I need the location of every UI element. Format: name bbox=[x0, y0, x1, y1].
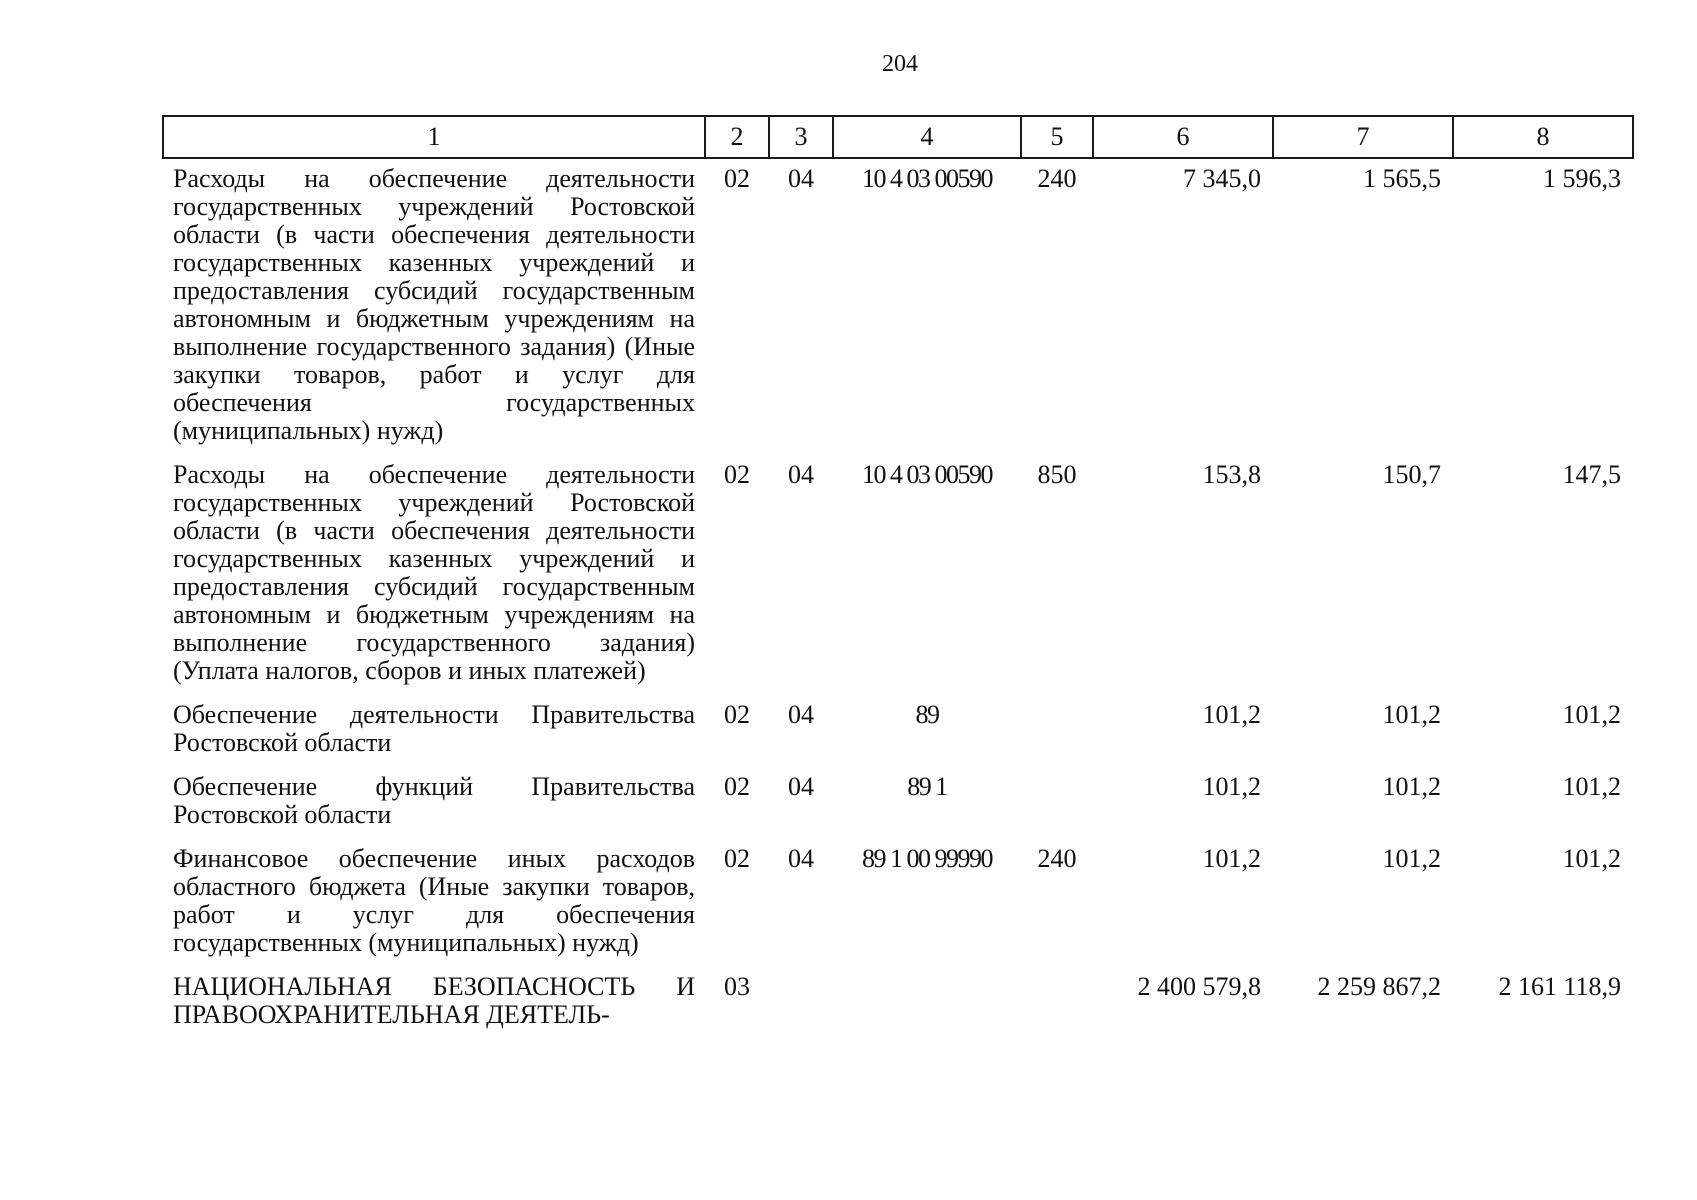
row-amount-col8: 147,5 bbox=[1562, 460, 1621, 489]
page-number: 204 bbox=[882, 51, 918, 77]
header-col-5: 5 bbox=[1021, 116, 1093, 158]
row-subsection: 04 bbox=[788, 700, 814, 729]
table-row bbox=[163, 158, 1633, 455]
row-amount-col8: 1 596,3 bbox=[1543, 164, 1621, 193]
row-amount-col7: 101,2 bbox=[1382, 700, 1441, 729]
row-expense-type: 850 bbox=[1037, 460, 1077, 489]
row-target-code: 10 4 03 00590 bbox=[862, 460, 992, 489]
row-amount-col6: 7 345,0 bbox=[1183, 164, 1261, 193]
header-col-1: 1 bbox=[163, 116, 705, 158]
header-col-4: 4 bbox=[833, 116, 1021, 158]
row-section: 03 bbox=[724, 972, 750, 1001]
row-expense-type: 240 bbox=[1037, 164, 1077, 193]
row-amount-col7: 150,7 bbox=[1382, 460, 1441, 489]
row-name: Обеспечение деятельности Правительства Ростовской области bbox=[173, 700, 695, 757]
header-col-7: 7 bbox=[1273, 116, 1453, 158]
row-amount-col6: 153,8 bbox=[1202, 460, 1261, 489]
row-name: Расходы на обеспечение деятельности государственных учреждений Ростовской области (в части обеспечения деятельности государственных казенных учреждений и предоставления субсидий государственным автономным и бюджетным учреждениям на выполнение государственного задания) (Уплата налогов, сборов и иных платежей) bbox=[173, 460, 695, 685]
row-amount-col8: 101,2 bbox=[1562, 700, 1621, 729]
header-col-2: 2 bbox=[705, 116, 769, 158]
row-expense-type bbox=[1021, 767, 1093, 839]
row-name: НАЦИОНАЛЬНАЯ БЕЗОПАСНОСТЬ И ПРАВООХРАНИТЕЛЬНАЯ ДЕЯТЕЛЬ- bbox=[173, 972, 695, 1029]
row-subsection: 04 bbox=[788, 772, 814, 801]
row-amount-col7: 2 259 867,2 bbox=[1317, 972, 1441, 1001]
row-amount-col7: 101,2 bbox=[1382, 772, 1441, 801]
row-section: 02 bbox=[724, 164, 750, 193]
row-amount-col6: 101,2 bbox=[1202, 772, 1261, 801]
row-amount-col6: 2 400 579,8 bbox=[1137, 972, 1261, 1001]
row-subsection: 04 bbox=[788, 460, 814, 489]
row-subsection bbox=[769, 967, 833, 1039]
row-expense-type bbox=[1021, 695, 1093, 767]
row-name: Финансовое обеспечение иных расходов областного бюджета (Иные закупки товаров, работ и услуг для обеспечения государственных (муниципальных) нужд) bbox=[173, 844, 695, 957]
column-number-header bbox=[163, 116, 1633, 158]
row-section: 02 bbox=[724, 700, 750, 729]
table-row bbox=[163, 767, 1633, 839]
row-amount-col6: 101,2 bbox=[1202, 700, 1261, 729]
row-target-code: 10 4 03 00590 bbox=[862, 164, 992, 193]
row-expense-type bbox=[1021, 967, 1093, 1039]
row-section: 02 bbox=[724, 844, 750, 873]
header-col-8: 8 bbox=[1453, 116, 1633, 158]
row-amount-col7: 1 565,5 bbox=[1363, 164, 1441, 193]
row-section: 02 bbox=[724, 460, 750, 489]
table-row bbox=[163, 695, 1633, 767]
header-col-3: 3 bbox=[769, 116, 833, 158]
row-amount-col6: 101,2 bbox=[1202, 844, 1261, 873]
row-subsection: 04 bbox=[788, 164, 814, 193]
table-row bbox=[163, 455, 1633, 695]
row-amount-col8: 101,2 bbox=[1562, 844, 1621, 873]
row-name: Обеспечение функций Правительства Ростовской области bbox=[173, 772, 695, 829]
budget-table bbox=[162, 115, 1634, 1039]
table-row bbox=[163, 967, 1633, 1039]
row-amount-col8: 2 161 118,9 bbox=[1498, 972, 1621, 1001]
header-col-6: 6 bbox=[1093, 116, 1273, 158]
row-name: Расходы на обеспечение деятельности государственных учреждений Ростовской области (в части обеспечения деятельности государственных казенных учреждений и предоставления субсидий государственным автономным и бюджетным учреждениям на выполнение государственного задания) (Иные закупки товаров, работ и услуг для обеспечения государственных (муниципальных) нужд) bbox=[173, 164, 695, 445]
row-amount-col8: 101,2 bbox=[1562, 772, 1621, 801]
row-target-code: 89 1 00 99990 bbox=[862, 844, 992, 873]
row-section: 02 bbox=[724, 772, 750, 801]
row-expense-type: 240 bbox=[1037, 844, 1077, 873]
row-target-code bbox=[833, 967, 1021, 1039]
row-subsection: 04 bbox=[788, 844, 814, 873]
table-row bbox=[163, 839, 1633, 967]
row-target-code: 89 1 bbox=[907, 772, 947, 801]
row-amount-col7: 101,2 bbox=[1382, 844, 1441, 873]
row-target-code: 89 bbox=[915, 700, 939, 729]
